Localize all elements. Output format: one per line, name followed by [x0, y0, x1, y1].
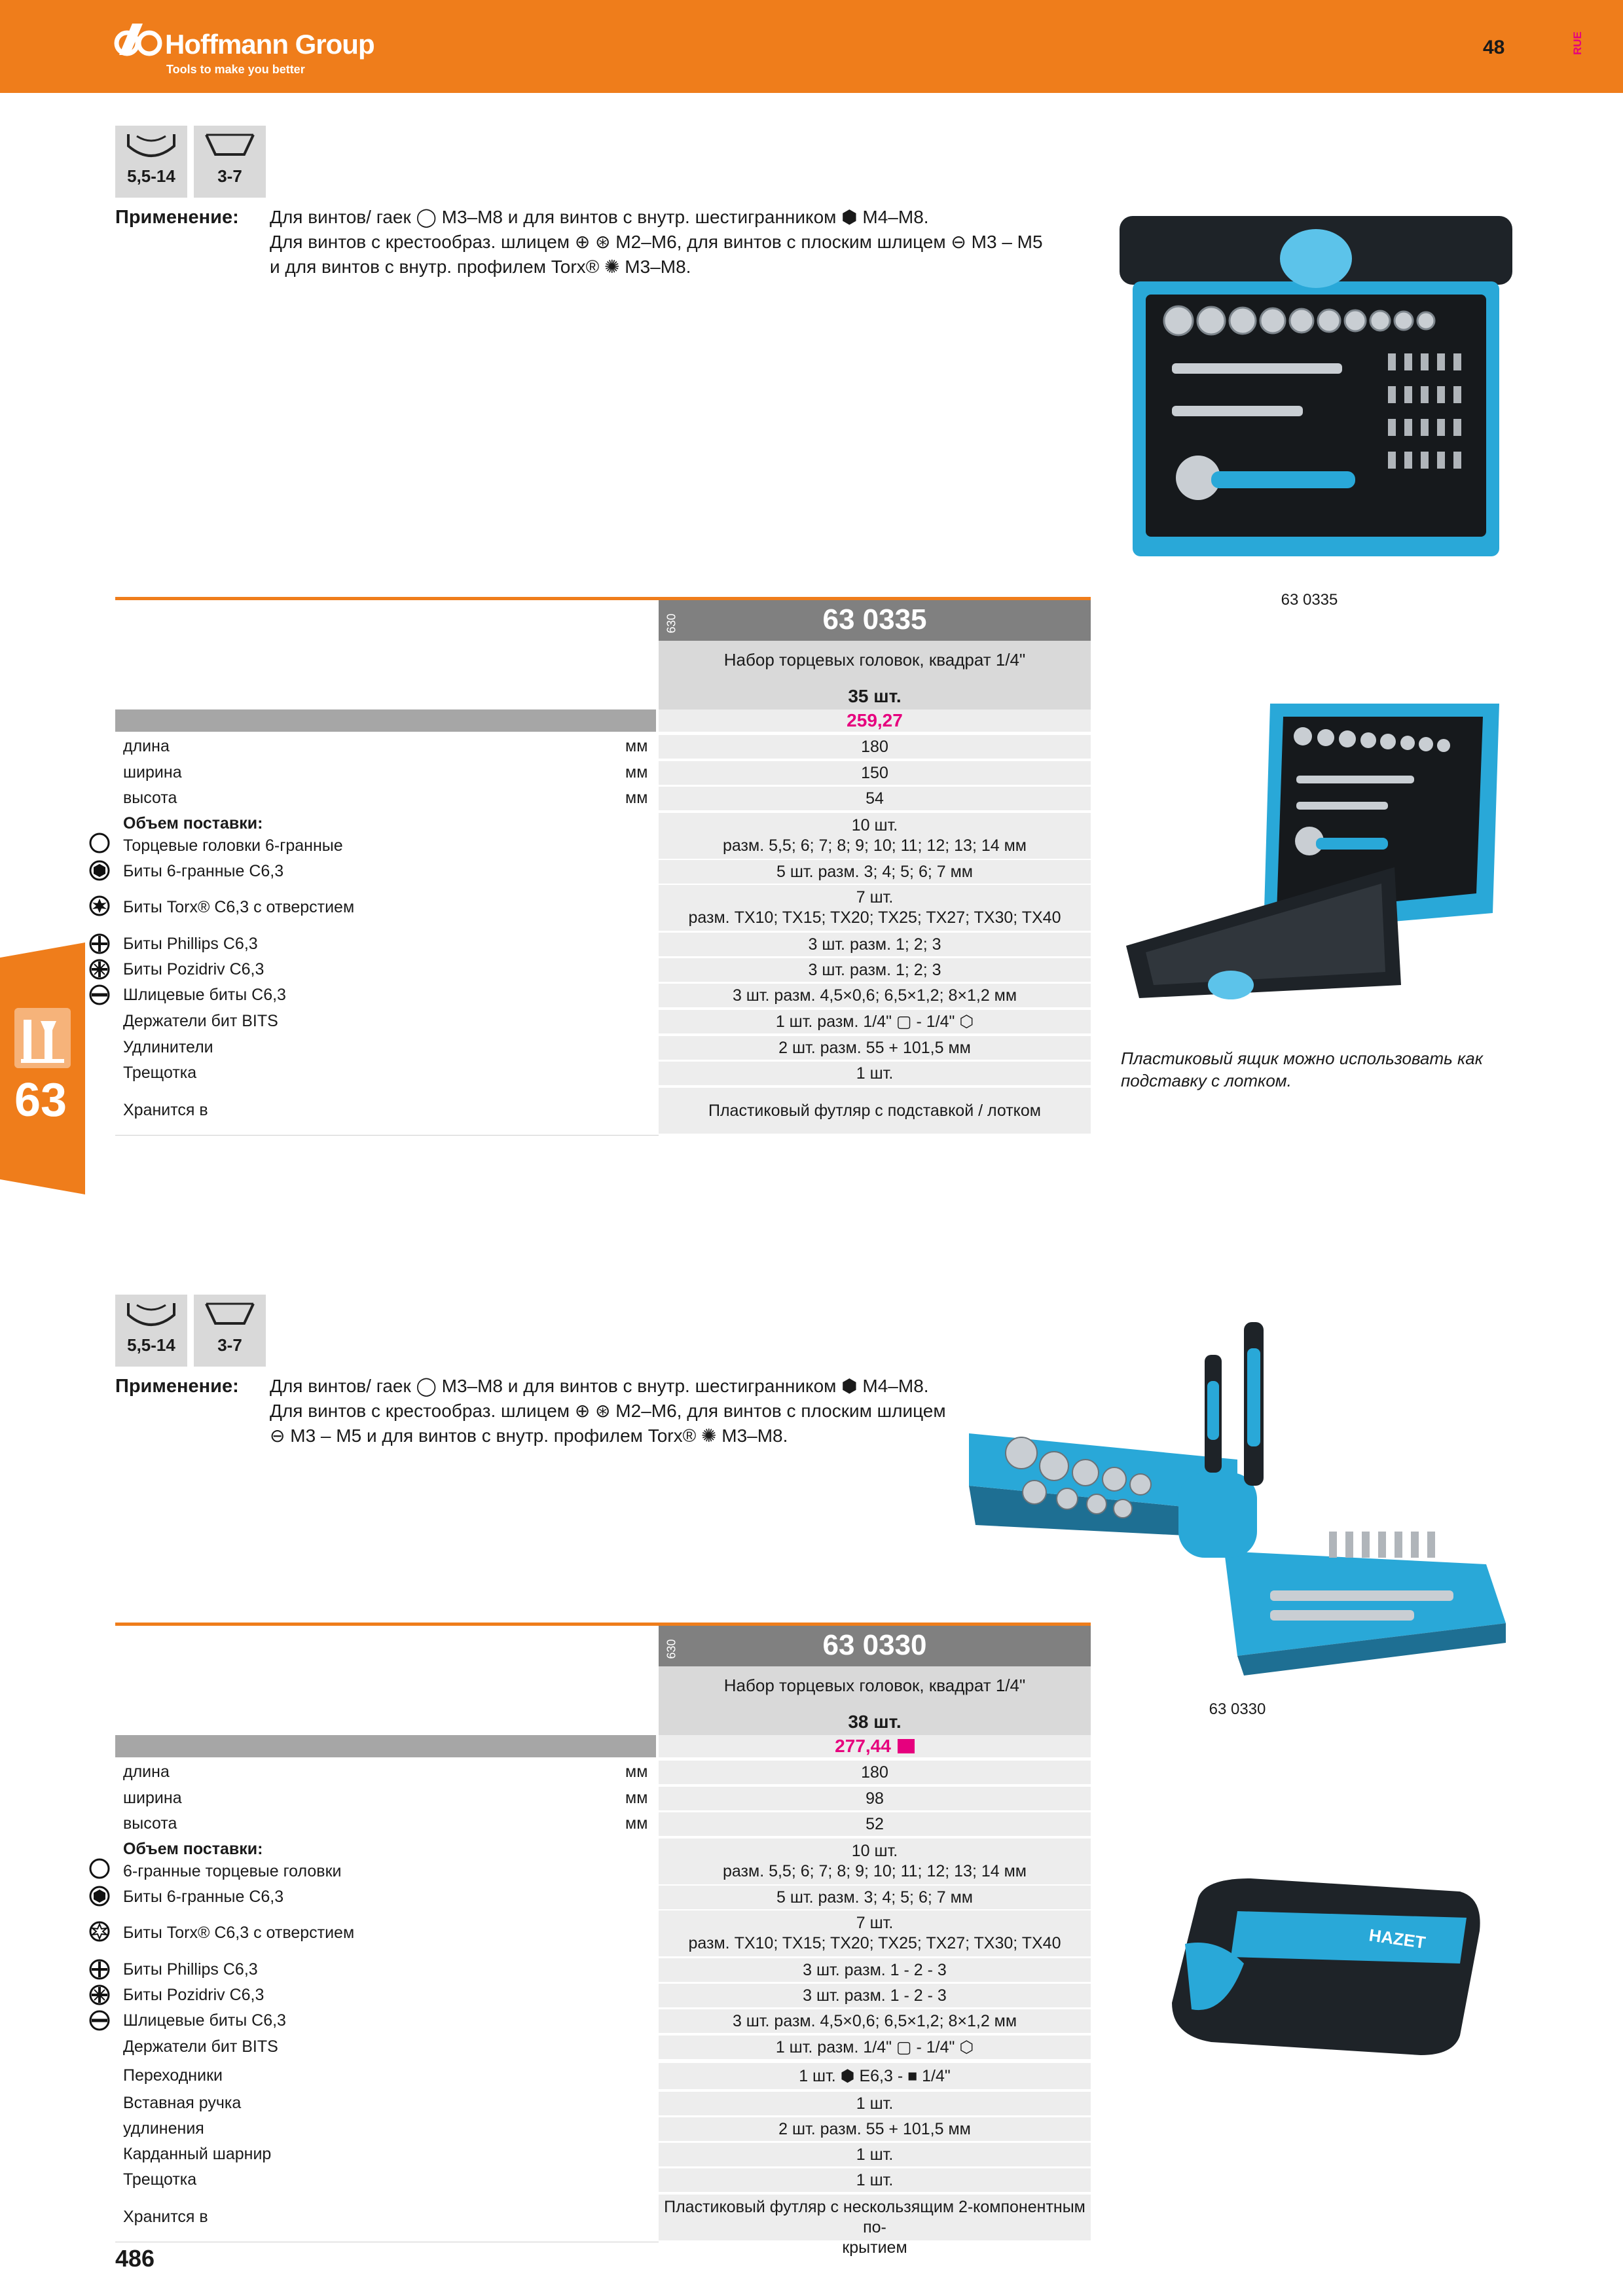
- article-number: 63 0335: [659, 600, 1091, 641]
- product-description-cell: [659, 1666, 1091, 1735]
- slotted-symbol-icon: [88, 983, 111, 1007]
- row-value-line: разм. 5,5; 6; 7; 8; 9; 10; 11; 12; 13; 14 мм: [723, 836, 1027, 855]
- row-value: 180: [659, 1761, 1091, 1784]
- row-value-line: 10 шт.: [851, 816, 898, 834]
- row-label-bit-holder: Держатели бит BITS: [123, 2037, 278, 2056]
- socket-size-label: 5,5-14: [127, 166, 175, 186]
- price: 277,44: [835, 1736, 891, 1756]
- row-value: [659, 2195, 1091, 2257]
- product-photo-open-case: [1113, 697, 1519, 1005]
- catalog-code: 630: [665, 1639, 678, 1659]
- row-value-line: разм. 5,5; 6; 7; 8; 9; 10; 11; 12; 13; 14 мм: [723, 1862, 1027, 1880]
- table-bottom-rule: [115, 1135, 659, 1136]
- slotted-symbol-icon: [88, 2009, 111, 2032]
- row-label-phillips-bits: Биты Phillips C6,3: [123, 1960, 258, 1979]
- row-unit: мм: [625, 789, 648, 807]
- row-label-height: высота: [123, 1814, 177, 1833]
- row-label-delivery: Объем поставки:: [123, 814, 263, 833]
- footer-page-number: 486: [115, 2245, 155, 2272]
- row-label-slotted-bits: Шлицевые биты C6,3: [123, 986, 286, 1004]
- row-value-line: Пластиковый футляр с нескользящим 2-компонентным по-: [664, 2198, 1085, 2236]
- socket-symbol-icon: [88, 831, 111, 855]
- row-label-phillips-bits: Биты Phillips C6,3: [123, 935, 258, 953]
- product-description-cell: [659, 641, 1091, 709]
- row-label-length: длина: [123, 737, 170, 755]
- row-value: 180: [659, 735, 1091, 759]
- row-unit: мм: [625, 1789, 648, 1807]
- hex-bit-icon: [204, 1300, 256, 1333]
- row-label-hex-bits: Биты 6-гранные C6,3: [123, 1888, 284, 1906]
- row-label-extensions: Удлинители: [123, 1038, 213, 1056]
- photo-caption: 63 0335: [1281, 591, 1338, 609]
- product-1-icons: [115, 126, 371, 204]
- row-label-handle: Вставная ручка: [123, 2094, 242, 2112]
- row-value: 2 шт. разм. 55 + 101,5 мм: [659, 1036, 1091, 1060]
- socket-size-label: 5,5-14: [127, 1335, 175, 1355]
- pieces-count: 38 шт.: [848, 1712, 902, 1732]
- row-unit: мм: [625, 1814, 648, 1833]
- row-value: [659, 1839, 1091, 1884]
- phillips-symbol-icon: [88, 1958, 111, 1981]
- application-line: и для винтов с внутр. профилем Torx® ✺ M3–M8.: [270, 257, 691, 277]
- row-value: 5 шт. разм. 3; 4; 5; 6; 7 мм: [659, 1886, 1091, 1909]
- application-line: Для винтов/ гаек ◯ M3–M8 и для винтов с внутр. шестигранником ⬢ M4–M8.: [270, 1376, 929, 1396]
- product-2-icons: [115, 1295, 371, 1373]
- hex-bit-symbol-icon: [88, 859, 111, 882]
- row-value: 54: [659, 787, 1091, 810]
- brand-mark: HAZET: [1368, 1925, 1427, 1953]
- row-value: 2 шт. разм. 55 + 101,5 мм: [659, 2117, 1091, 2141]
- row-unit: мм: [625, 737, 648, 755]
- brand-tagline: Tools to make you better: [166, 63, 305, 76]
- torx-symbol-icon: [88, 894, 111, 918]
- torx-symbol-icon: [88, 1920, 111, 1943]
- row-label-pozidriv-bits: Биты Pozidriv C6,3: [123, 1986, 264, 2004]
- socket-size-icon: [115, 1295, 187, 1367]
- header-page-number: 48: [1483, 37, 1505, 58]
- row-label-sockets: 6-гранные торцевые головки: [123, 1862, 342, 1880]
- catalog-code: 630: [665, 613, 678, 634]
- product-photo-closed-case: [1159, 1872, 1486, 2062]
- row-label-storage: Хранится в: [123, 2208, 208, 2226]
- row-value-line: разм. TX10; TX15; TX20; TX25; TX27; TX30; TX40: [688, 908, 1061, 927]
- application-line: Для винтов/ гаек ◯ M3–M8 и для винтов с внутр. шестигранником ⬢ M4–M8.: [270, 207, 929, 227]
- application-line: ⊖ M3 – M5 и для винтов с внутр. профилем Torx® ✺ M3–M8.: [270, 1426, 788, 1446]
- product-description: Набор торцевых головок, квадрат 1/4": [723, 650, 1026, 670]
- row-value: [659, 1910, 1091, 1956]
- language-code: RUE: [1571, 31, 1584, 55]
- row-label-storage: Хранится в: [123, 1101, 208, 1119]
- row-unit: мм: [625, 1763, 648, 1781]
- socket-size-icon: [115, 126, 187, 198]
- hex-bit-symbol-icon: [88, 1884, 111, 1908]
- socket-symbol-icon: [88, 1857, 111, 1880]
- row-value: 52: [659, 1812, 1091, 1836]
- row-label-sockets: Торцевые головки 6-гранные: [123, 836, 343, 855]
- row-label-width: ширина: [123, 1789, 182, 1807]
- row-value: 3 шт. разм. 1 - 2 - 3: [659, 1958, 1091, 1982]
- price-bar: [115, 1735, 656, 1757]
- row-label-height: высота: [123, 789, 177, 807]
- phillips-symbol-icon: [88, 932, 111, 956]
- row-value: 1 шт. разм. 1/4" ▢ - 1/4" ⬡: [659, 2036, 1091, 2059]
- row-label-adapters: Переходники: [123, 2066, 223, 2085]
- row-value: 3 шт. разм. 4,5×0,6; 6,5×1,2; 8×1,2 мм: [659, 984, 1091, 1007]
- row-value: [659, 813, 1091, 859]
- row-value: 1 шт. ⬢ E6,3 - ■ 1/4": [659, 2063, 1091, 2089]
- catalog-code-cell: [659, 600, 685, 641]
- application-line: Для винтов с крестообраз. шлицем ⊕ ⊛ M2–M6, для винтов с плоским шлицем: [270, 1401, 946, 1421]
- row-value: 98: [659, 1787, 1091, 1810]
- row-value: 1 шт.: [659, 2092, 1091, 2115]
- application-label: Применение:: [115, 207, 239, 228]
- pieces-count: 35 шт.: [848, 686, 902, 706]
- row-value: 1 шт.: [659, 2168, 1091, 2192]
- product-description: Набор торцевых головок, квадрат 1/4": [723, 1676, 1026, 1695]
- bit-size-label: 3-7: [217, 1335, 242, 1355]
- row-label-torx-bits: Биты Torx® C6,3 с отверстием: [123, 1924, 355, 1942]
- bit-size-icon: [194, 126, 266, 198]
- row-value: 3 шт. разм. 1; 2; 3: [659, 958, 1091, 982]
- row-label-universal-joint: Карданный шарнир: [123, 2145, 272, 2163]
- application-label: Применение:: [115, 1376, 239, 1397]
- hex-socket-icon: [125, 131, 177, 164]
- row-value: Пластиковый футляр с подставкой / лотком: [659, 1088, 1091, 1134]
- row-value: 1 шт.: [659, 1062, 1091, 1085]
- row-label-ratchet: Трещотка: [123, 2170, 197, 2189]
- row-value: 3 шт. разм. 1 - 2 - 3: [659, 1984, 1091, 2007]
- price-bar: [115, 709, 656, 732]
- row-label-bit-holder: Держатели бит BITS: [123, 1012, 278, 1030]
- bit-size-label: 3-7: [217, 166, 242, 186]
- row-label-hex-bits: Биты 6-гранные C6,3: [123, 862, 284, 880]
- price: 259,27: [659, 709, 1091, 732]
- row-value-line: 7 шт.: [856, 888, 894, 906]
- tools-icon: [14, 1008, 71, 1068]
- hex-socket-icon: [125, 1300, 177, 1333]
- application-line: Для винтов с крестообраз. шлицем ⊕ ⊛ M2–M6, для винтов с плоским шлицем ⊖ M3 – M5: [270, 232, 1043, 252]
- row-value: 1 шт.: [659, 2143, 1091, 2166]
- row-label-slotted-bits: Шлицевые биты C6,3: [123, 2011, 286, 2030]
- row-value: [659, 885, 1091, 931]
- price-marker-icon: [898, 1739, 915, 1753]
- pozidriv-symbol-icon: [88, 1983, 111, 2007]
- row-value-line: крытием: [842, 2238, 907, 2257]
- chapter-number: 63: [14, 1074, 67, 1126]
- row-label-torx-bits: Биты Torx® C6,3 с отверстием: [123, 898, 355, 916]
- application-text: [270, 1374, 990, 1448]
- row-label-width: ширина: [123, 763, 182, 781]
- row-value: 3 шт. разм. 1; 2; 3: [659, 933, 1091, 956]
- row-value: 150: [659, 761, 1091, 785]
- row-value-line: разм. TX10; TX15; TX20; TX25; TX27; TX30; TX40: [688, 1934, 1061, 1952]
- chapter-tab: [0, 942, 85, 1194]
- row-label-pozidriv-bits: Биты Pozidriv C6,3: [123, 960, 264, 978]
- brand-name: Hoffmann Group: [165, 29, 374, 60]
- product-photo-63-0335: [1113, 203, 1519, 569]
- row-label-extensions: удлинения: [123, 2119, 204, 2138]
- bit-size-icon: [194, 1295, 266, 1367]
- row-value: 1 шт. разм. 1/4" ▢ - 1/4" ⬡: [659, 1010, 1091, 1033]
- photo-caption: 63 0330: [1209, 1700, 1266, 1718]
- catalog-code-cell: [659, 1626, 685, 1666]
- row-value: 3 шт. разм. 4,5×0,6; 6,5×1,2; 8×1,2 мм: [659, 2009, 1091, 2033]
- application-text: [270, 205, 1121, 279]
- article-number: 63 0330: [659, 1626, 1091, 1666]
- row-value-line: 7 шт.: [856, 1914, 894, 1932]
- pozidriv-symbol-icon: [88, 958, 111, 981]
- price-cell: [659, 1735, 1091, 1757]
- row-value-line: 10 шт.: [851, 1842, 898, 1860]
- hex-bit-icon: [204, 131, 256, 164]
- row-unit: мм: [625, 763, 648, 781]
- row-label-delivery: Объем поставки:: [123, 1840, 263, 1858]
- row-label-length: длина: [123, 1763, 170, 1781]
- row-value: 5 шт. разм. 3; 4; 5; 6; 7 мм: [659, 860, 1091, 884]
- row-label-ratchet: Трещотка: [123, 1064, 197, 1082]
- case-usage-note: Пластиковый ящик можно использовать как подставку с лотком.: [1121, 1049, 1484, 1090]
